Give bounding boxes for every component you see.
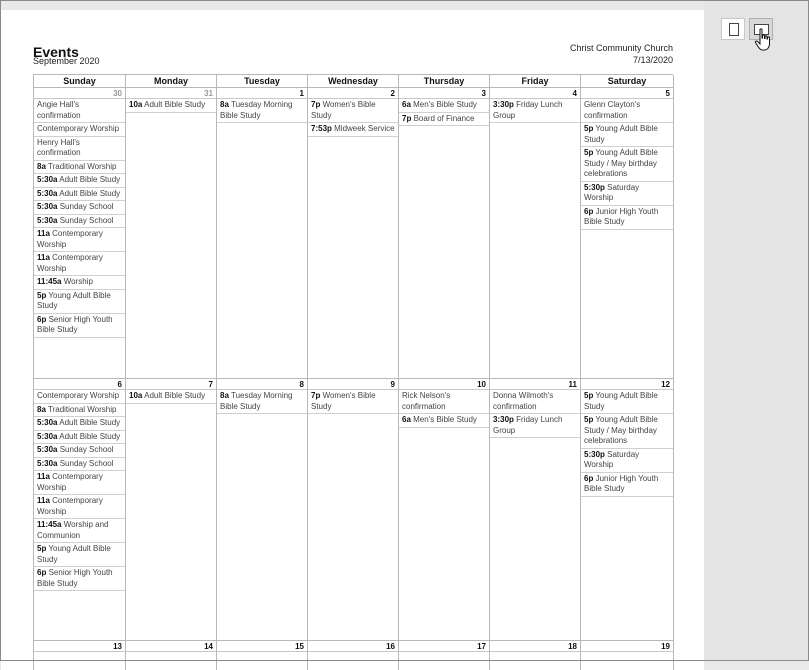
hand-pointer-icon bbox=[754, 28, 774, 52]
day-cell bbox=[581, 641, 674, 670]
event-title: Traditional Worship bbox=[47, 161, 117, 171]
event-time: 6p bbox=[584, 206, 594, 216]
day-number: 3 bbox=[399, 88, 489, 99]
calendar-event[interactable] bbox=[34, 161, 125, 175]
portrait-page-icon bbox=[729, 23, 739, 36]
weekday-thursday: Thursday bbox=[399, 75, 490, 88]
calendar-event[interactable] bbox=[581, 449, 673, 473]
weekday-saturday: Saturday bbox=[581, 75, 674, 88]
calendar-event[interactable] bbox=[126, 390, 216, 404]
day-cell bbox=[490, 379, 581, 641]
event-title: Contemporary Worship bbox=[37, 253, 103, 273]
day-number: 14 bbox=[126, 641, 216, 652]
event-title: Women's Bible Study bbox=[311, 391, 376, 411]
report-month: September 2020 bbox=[33, 56, 100, 66]
day-cell bbox=[34, 379, 126, 641]
event-title: Young Adult Bible Study bbox=[37, 544, 111, 564]
day-number: 18 bbox=[490, 641, 580, 652]
event-time: 6a bbox=[402, 100, 411, 109]
calendar-event[interactable] bbox=[308, 99, 398, 123]
calendar-event[interactable] bbox=[34, 314, 125, 338]
event-time: 6p bbox=[37, 314, 47, 324]
calendar-event[interactable] bbox=[34, 99, 125, 123]
event-title: Young Adult Bible Study / May birthday celebrations bbox=[584, 415, 658, 445]
day-cell bbox=[126, 641, 217, 670]
report-page bbox=[1, 10, 704, 670]
calendar-event[interactable] bbox=[34, 290, 125, 314]
day-cell bbox=[581, 379, 674, 641]
day-cell bbox=[126, 88, 217, 379]
calendar-event[interactable] bbox=[34, 417, 125, 431]
event-time: 5:30p bbox=[584, 182, 605, 192]
event-title: Friday Lunch Group bbox=[493, 100, 563, 120]
event-time: 3:30p bbox=[493, 100, 514, 109]
calendar-event[interactable] bbox=[34, 543, 125, 567]
event-time: 8a bbox=[220, 100, 229, 109]
calendar-event[interactable] bbox=[34, 404, 125, 418]
event-title: Men's Bible Study bbox=[413, 415, 477, 424]
day-number: 1 bbox=[217, 88, 307, 99]
calendar-event[interactable] bbox=[34, 252, 125, 276]
event-time: 6a bbox=[402, 415, 411, 424]
event-time: 11:45a bbox=[37, 520, 62, 529]
day-number: 16 bbox=[308, 641, 398, 652]
calendar-event[interactable] bbox=[34, 174, 125, 188]
day-number: 30 bbox=[34, 88, 125, 99]
day-number: 19 bbox=[581, 641, 673, 652]
event-title: Young Adult Bible Study bbox=[584, 124, 658, 144]
event-time: 7p bbox=[311, 100, 321, 109]
event-title: Contemporary Worship bbox=[37, 229, 103, 249]
event-time: 11a bbox=[37, 496, 50, 505]
event-title: Donna Wilmoth's confirmation bbox=[493, 391, 554, 411]
event-time: 7p bbox=[311, 391, 321, 400]
calendar-event[interactable] bbox=[581, 390, 673, 414]
event-time: 5p bbox=[584, 391, 594, 400]
calendar-event[interactable] bbox=[34, 228, 125, 252]
event-time: 10a bbox=[129, 391, 143, 400]
calendar-event[interactable] bbox=[399, 390, 489, 414]
event-title: Men's Bible Study bbox=[413, 100, 477, 109]
event-title: Adult Bible Study bbox=[59, 175, 121, 184]
event-title: Adult Bible Study bbox=[144, 391, 206, 400]
weekday-header bbox=[34, 75, 673, 88]
portrait-view-button[interactable] bbox=[721, 18, 745, 40]
event-time: 7:53p bbox=[311, 124, 332, 133]
event-title: Glenn Clayton's confirmation bbox=[584, 100, 641, 120]
calendar-event[interactable] bbox=[34, 188, 125, 202]
viewer-side-panel bbox=[704, 1, 808, 661]
event-title: Saturday Worship bbox=[584, 182, 640, 202]
event-title: Midweek Service bbox=[334, 124, 395, 133]
calendar-event[interactable] bbox=[581, 99, 673, 123]
event-time: 8a bbox=[37, 161, 46, 171]
event-time: 5:30a bbox=[37, 188, 58, 198]
day-cell bbox=[217, 379, 308, 641]
event-title: Worship and Communion bbox=[37, 520, 109, 540]
calendar-event[interactable] bbox=[34, 137, 125, 161]
day-cell bbox=[490, 641, 581, 670]
day-number: 17 bbox=[399, 641, 489, 652]
day-cell bbox=[34, 641, 126, 670]
calendar-event[interactable] bbox=[34, 390, 125, 404]
calendar-event[interactable] bbox=[399, 113, 489, 127]
calendar-event[interactable] bbox=[581, 414, 673, 449]
calendar-event[interactable] bbox=[308, 123, 398, 137]
event-title: Worship bbox=[63, 277, 93, 286]
event-title: Senior High Youth Bible Study bbox=[37, 314, 113, 334]
calendar-event[interactable] bbox=[399, 414, 489, 428]
event-time: 6p bbox=[37, 568, 47, 577]
event-title: Contemporary Worship bbox=[37, 472, 103, 492]
event-time: 5p bbox=[584, 124, 594, 133]
day-number: 6 bbox=[34, 379, 125, 390]
calendar-event[interactable] bbox=[490, 390, 580, 414]
calendar-event[interactable] bbox=[34, 276, 125, 290]
weekday-wednesday: Wednesday bbox=[308, 75, 399, 88]
calendar-event[interactable] bbox=[34, 458, 125, 472]
calendar-event[interactable] bbox=[399, 99, 489, 113]
event-title: Saturday Worship bbox=[584, 449, 640, 469]
event-time: 10a bbox=[129, 100, 143, 109]
calendar-event[interactable] bbox=[217, 390, 307, 414]
calendar-event[interactable] bbox=[581, 147, 673, 182]
calendar-event[interactable] bbox=[581, 206, 673, 230]
day-number: 11 bbox=[490, 379, 580, 390]
day-cell bbox=[217, 88, 308, 379]
calendar-week bbox=[34, 88, 673, 379]
event-title: Sunday School bbox=[59, 215, 114, 225]
event-time: 8a bbox=[37, 404, 46, 414]
calendar-event[interactable] bbox=[34, 201, 125, 215]
day-number: 15 bbox=[217, 641, 307, 652]
event-time: 5p bbox=[37, 290, 47, 300]
calendar-event[interactable] bbox=[34, 431, 125, 445]
event-time: 5:30a bbox=[37, 431, 58, 441]
day-number: 12 bbox=[581, 379, 673, 390]
calendar-event[interactable] bbox=[490, 99, 580, 123]
event-time: 3:30p bbox=[493, 415, 514, 424]
day-cell bbox=[399, 641, 490, 670]
event-time: 5:30a bbox=[37, 418, 58, 427]
month-calendar bbox=[33, 74, 673, 670]
event-time: 5p bbox=[584, 415, 594, 424]
day-cell bbox=[490, 88, 581, 379]
day-cell bbox=[217, 641, 308, 670]
day-cell bbox=[399, 88, 490, 379]
event-title: Rick Nelson's confirmation bbox=[402, 391, 451, 411]
day-number: 8 bbox=[217, 379, 307, 390]
weekday-sunday: Sunday bbox=[34, 75, 126, 88]
calendar-event[interactable] bbox=[34, 123, 125, 137]
day-cell bbox=[126, 379, 217, 641]
event-title: Traditional Worship bbox=[47, 404, 117, 414]
viewer-top-margin bbox=[1, 1, 704, 10]
event-time: 5:30p bbox=[584, 449, 605, 459]
event-time: 11:45a bbox=[37, 277, 62, 286]
event-time: 11a bbox=[37, 253, 50, 262]
event-title: Board of Finance bbox=[413, 113, 475, 123]
day-number: 5 bbox=[581, 88, 673, 99]
event-title: Adult Bible Study bbox=[59, 188, 121, 198]
day-number: 31 bbox=[126, 88, 216, 99]
weekday-tuesday: Tuesday bbox=[217, 75, 308, 88]
calendar-event[interactable] bbox=[490, 414, 580, 438]
event-title: Junior High Youth Bible Study bbox=[584, 473, 659, 493]
event-time: 11a bbox=[37, 229, 50, 238]
day-cell bbox=[308, 88, 399, 379]
event-title: Adult Bible Study bbox=[59, 418, 121, 427]
event-title: Adult Bible Study bbox=[59, 431, 121, 441]
event-title: Angie Hall's confirmation bbox=[37, 100, 81, 120]
event-title: Young Adult Bible Study bbox=[584, 391, 658, 411]
event-title: Women's Bible Study bbox=[311, 100, 376, 120]
event-title: Contemporary Worship bbox=[37, 124, 120, 133]
event-time: 5:30a bbox=[37, 445, 58, 454]
day-number: 2 bbox=[308, 88, 398, 99]
event-time: 5p bbox=[584, 148, 594, 157]
weekday-friday: Friday bbox=[490, 75, 581, 88]
day-number: 7 bbox=[126, 379, 216, 390]
organization-name: Christ Community Church bbox=[569, 43, 673, 53]
event-title: Contemporary Worship bbox=[37, 496, 103, 516]
event-title: Sunday School bbox=[59, 458, 114, 468]
event-title: Sunday School bbox=[59, 445, 114, 454]
day-cell bbox=[308, 379, 399, 641]
day-cell bbox=[34, 88, 126, 379]
day-number: 10 bbox=[399, 379, 489, 390]
calendar-event[interactable] bbox=[34, 567, 125, 591]
event-title: Contemporary Worship bbox=[37, 391, 120, 400]
event-title: Senior High Youth Bible Study bbox=[37, 568, 113, 588]
calendar-event[interactable] bbox=[34, 215, 125, 229]
event-title: Sunday School bbox=[59, 202, 114, 211]
event-title: Young Adult Bible Study / May birthday celebrations bbox=[584, 148, 658, 178]
day-cell bbox=[308, 641, 399, 670]
event-title: Friday Lunch Group bbox=[493, 415, 563, 435]
calendar-event[interactable] bbox=[581, 123, 673, 147]
event-title: Tuesday Morning Bible Study bbox=[220, 100, 293, 120]
event-time: 8a bbox=[220, 391, 229, 400]
event-time: 5:30a bbox=[37, 202, 58, 211]
calendar-event[interactable] bbox=[126, 99, 216, 113]
event-time: 5:30a bbox=[37, 458, 58, 468]
event-time: 5:30a bbox=[37, 215, 58, 225]
calendar-week bbox=[34, 641, 673, 670]
printed-date: 7/13/2020 bbox=[632, 55, 673, 65]
event-time: 5:30a bbox=[37, 175, 58, 184]
weekday-monday: Monday bbox=[126, 75, 217, 88]
day-number: 13 bbox=[34, 641, 125, 652]
calendar-event[interactable] bbox=[581, 473, 673, 497]
day-cell bbox=[399, 379, 490, 641]
day-number: 4 bbox=[490, 88, 580, 99]
event-title: Henry Hall's confirmation bbox=[37, 137, 81, 157]
event-time: 5p bbox=[37, 544, 47, 553]
event-title: Tuesday Morning Bible Study bbox=[220, 391, 293, 411]
event-time: 11a bbox=[37, 472, 50, 481]
calendar-event[interactable] bbox=[308, 390, 398, 414]
calendar-week bbox=[34, 379, 673, 641]
calendar-event[interactable] bbox=[34, 519, 125, 543]
report-title: Events bbox=[33, 44, 79, 60]
calendar-event[interactable] bbox=[34, 444, 125, 458]
calendar-event[interactable] bbox=[581, 182, 673, 206]
event-title: Adult Bible Study bbox=[144, 100, 206, 109]
day-cell bbox=[581, 88, 674, 379]
event-time: 6p bbox=[584, 473, 594, 483]
event-title: Junior High Youth Bible Study bbox=[584, 206, 659, 226]
calendar-event[interactable] bbox=[34, 471, 125, 495]
calendar-event[interactable] bbox=[34, 495, 125, 519]
day-number: 9 bbox=[308, 379, 398, 390]
event-title: Young Adult Bible Study bbox=[37, 290, 111, 310]
calendar-event[interactable] bbox=[217, 99, 307, 123]
event-time: 7p bbox=[402, 113, 412, 123]
